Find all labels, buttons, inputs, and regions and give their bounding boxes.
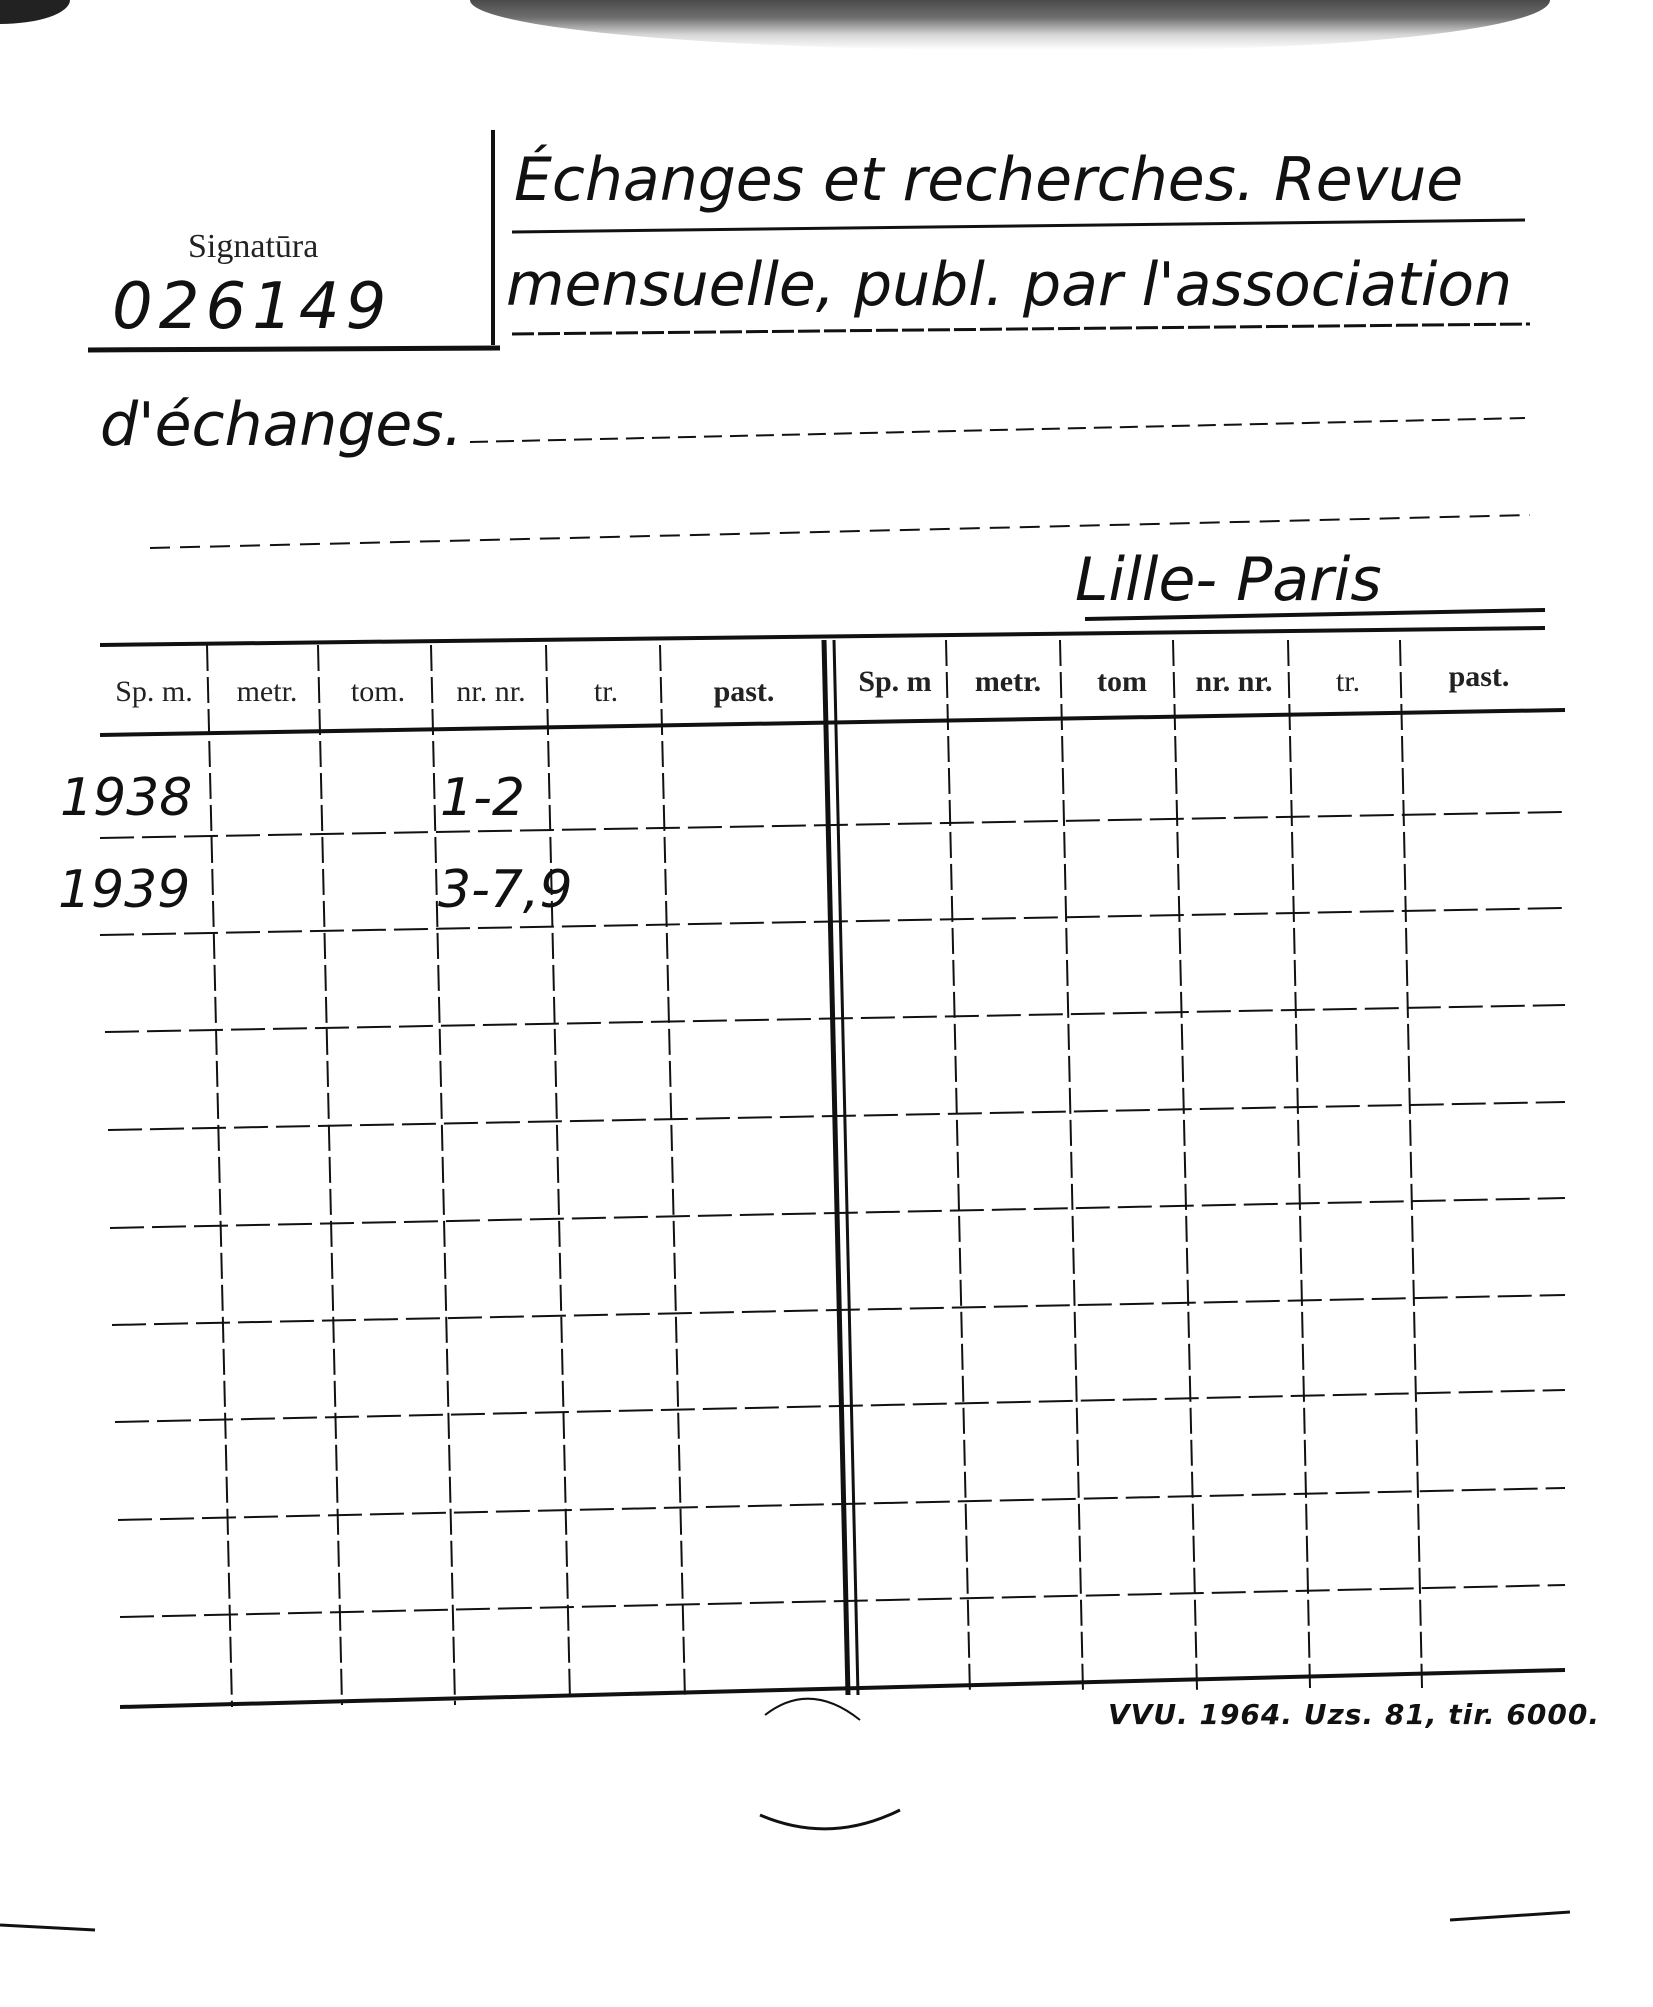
column-header-nr-nr-2: nr. nr. [1195,665,1273,698]
row-1939-year: 1939 [58,860,191,920]
title-line-3: d'échanges. [100,390,463,460]
row-1938-numbers: 1-2 [440,768,525,828]
place-of-publication: Lille- Paris [1075,545,1382,615]
print-note: VVU. 1964. Uzs. 81, tir. 6000. [1108,1698,1600,1731]
column-header-tom: tom. [350,675,406,708]
column-header-tr-2: tr. [1335,665,1361,698]
column-header-metr: metr. [236,675,298,708]
column-header-nr-nr: nr. nr. [456,675,526,708]
column-header-tr: tr. [593,675,619,708]
row-1938-year: 1938 [60,768,193,828]
signature-label: Signatūra [188,228,319,265]
column-header-sp-m-2: Sp. m [858,665,932,698]
column-header-sp-m: Sp. m. [115,675,193,708]
column-header-past-2: past. [1448,660,1510,693]
title-line-2: mensuelle, publ. par l'association [506,250,1513,320]
column-header-past: past. [713,675,775,708]
column-header-metr-2: metr. [974,665,1042,698]
title-line-1: Échanges et recherches. Revue [514,145,1464,215]
signature-number: 026149 [112,270,393,344]
column-header-tom-2: tom [1097,665,1147,698]
row-1939-numbers: 3-7,9 [438,860,573,920]
